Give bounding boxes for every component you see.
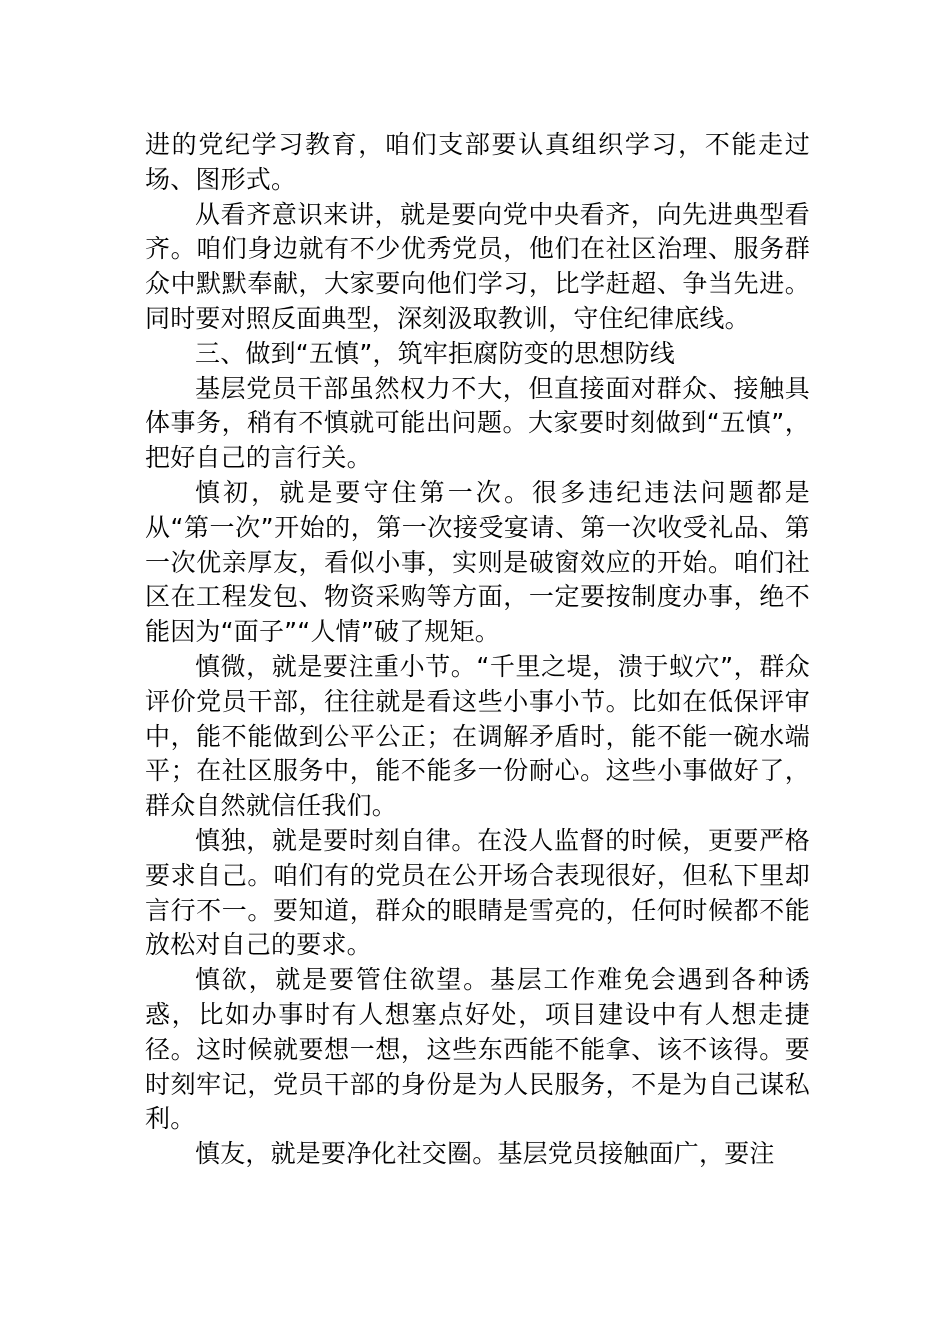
paragraph-caution-solitude: 慎独，就是要时刻自律。在没人监督的时候，更要严格要求自己。咱们有的党员在公开场合表现很好，但私下里却言行不一。要知道，群众的眼睛是雪亮的，任何时候都不能放松对自己的要求。 [145,825,810,960]
paragraph-five-cautions-intro: 基层党员干部虽然权力不大，但直接面对群众、接触具体事务，稍有不慎就可能出问题。大家要时刻做到“五慎”，把好自己的言行关。 [145,373,810,473]
section-heading-five-cautions: 三、做到“五慎”，筑牢拒腐防变的思想防线 [195,338,675,368]
paragraph-caution-friends: 慎友，就是要净化社交圈。基层党员接触面广，要注 [195,1139,775,1169]
document-body [145,128,810,1172]
paragraph-caution-details: 慎微，就是要注重小节。“千里之堤，溃于蚁穴”，群众评价党员干部，往往就是看这些小事小节。比如在低保评审中，能不能做到公平公正；在调解矛盾时，能不能一碗水端平；在社区服务中，能不能多一份耐心。这些小事做好了，群众自然就信任我们。 [145,651,810,821]
paragraph-caution-desire: 慎欲，就是要管住欲望。基层工作难免会遇到各种诱惑，比如办事时有人想塞点好处，项目建设中有人想走捷径。这时候就要想一想，这些东西能不能拿、该不该得。要时刻牢记，党员干部的身份是为人民服务，不是为自己谋私利。 [145,965,810,1134]
paragraph-caution-beginning: 慎初，就是要守住第一次。很多违纪违法问题都是从“第一次”开始的，第一次接受宴请、第一次收受礼品、第一次优亲厚友，看似小事，实则是破窗效应的开始。咱们社区在工程发包、物资采购等方面，一定要按制度办事，绝不能因为“面子”“人情”破了规矩。 [145,477,810,647]
paragraph-continuation: 进的党纪学习教育，咱们支部要认真组织学习，不能走过场、图形式。 [145,130,810,194]
paragraph-alignment-awareness: 从看齐意识来讲，就是要向党中央看齐，向先进典型看齐。咱们身边就有不少优秀党员，他们在社区治理、服务群众中默默奉献，大家要向他们学习，比学赶超、争当先进。同时要对照反面典型，深刻汲取教训，守住纪律底线。 [145,199,810,333]
